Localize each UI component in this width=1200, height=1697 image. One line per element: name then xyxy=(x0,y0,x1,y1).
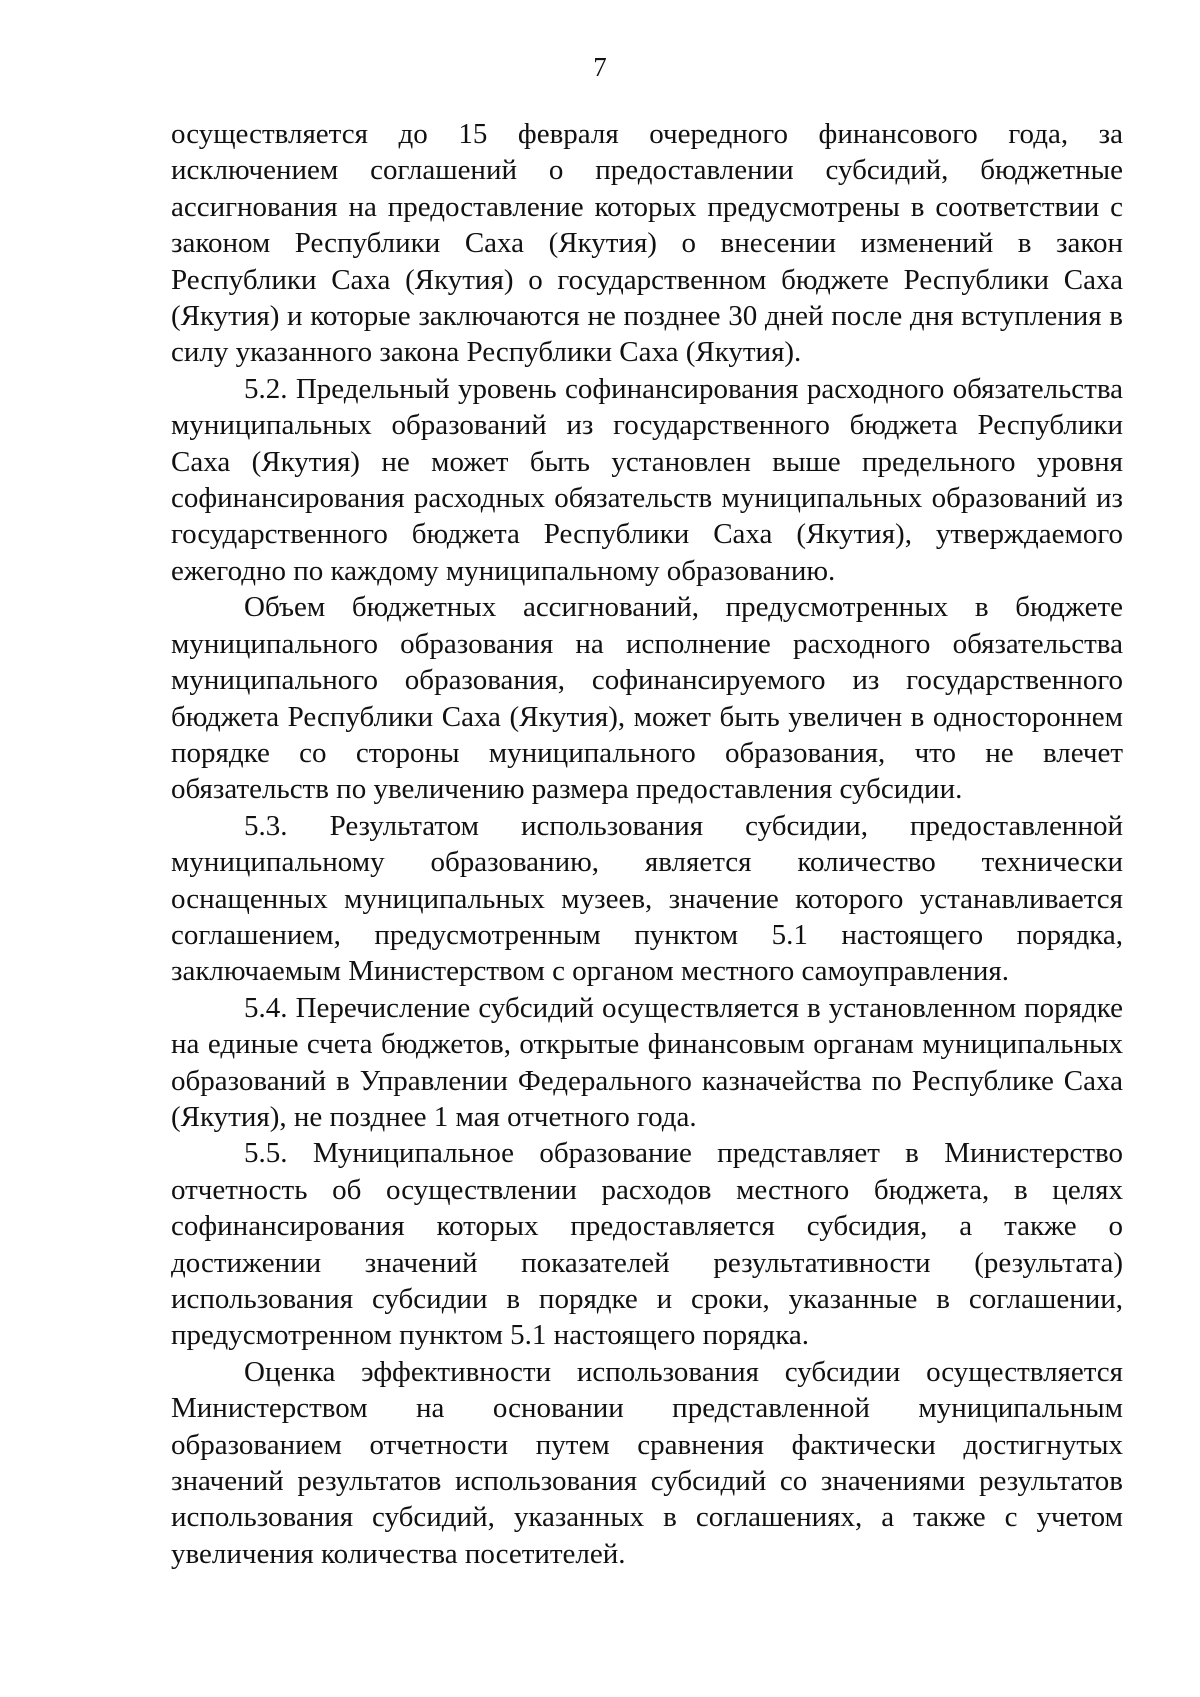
page-number: 7 xyxy=(593,52,607,82)
paragraph-effectiveness: Оценка эффективности использования субсидии осуществляется Министерством на основании представленной муниципальным образованием отчетности путем сравнения фактически достигнутых значений результатов использования субсидий со значениями результатов использования субсидий, указанных в соглашениях, а также с учетом увеличения количества посетителей. xyxy=(171,1355,1123,1570)
paragraph-budget-volume: Объем бюджетных ассигнований, предусмотренных в бюджете муниципального образования на исполнение расходного обязательства муниципального образования, софинансируемого из государственного бюджета Республики Саха (Якутия), может быть увеличен в одностороннем порядке со стороны муниципального образования, что не влечет обязательств по увеличению размера предоставления субсидии. xyxy=(171,591,1123,806)
paragraph-5-2: 5.2. Предельный уровень софинансирования расходного обязательства муниципальных образований из государственного бюджета Республики Саха (Якутия) не может быть установлен выше предельного уровня софинансирования расходных обязательств муниципальных образований из государственного бюджета Республики Саха (Якутия), утверждаемого ежегодно по каждому муниципальному образованию. xyxy=(171,372,1123,587)
paragraph-5-3: 5.3. Результатом использования субсидии, предоставленной муниципальному образованию, является количество технически оснащенных муниципальных музеев, значение которого устанавливается соглашением, предусмотренным пунктом 5.1 настоящего порядка, заключаемым Министерством с органом местного самоуправления. xyxy=(171,809,1123,988)
paragraph-5-5: 5.5. Муниципальное образование представляет в Министерство отчетность об осуществлении расходов местного бюджета, в целях софинансирования которых предоставляется субсидия, а также о достижении значений показателей результативности (результата) использования субсидии в порядке и сроки, указанные в соглашении, предусмотренном пунктом 5.1 настоящего порядка. xyxy=(171,1137,1123,1352)
paragraph-continuation: осуществляется до 15 февраля очередного финансового года, за исключением соглашений о предоставлении субсидий, бюджетные ассигнования на предоставление которых предусмотрены в соответствии с законом Республики Саха (Якутия) о внесении изменений в закон Республики Саха (Якутия) о государственном бюджете Республики Саха (Якутия) и которые заключаются не позднее 30 дней после дня вступления в силу указанного закона Республики Саха (Якутия). xyxy=(171,118,1123,369)
paragraph-5-4: 5.4. Перечисление субсидий осуществляется в установленном порядке на единые счета бюджетов, открытые финансовым органам муниципальных образований в Управлении Федерального казначейства по Республике Саха (Якутия), не позднее 1 мая отчетного года. xyxy=(171,991,1123,1133)
document-body xyxy=(171,116,1123,1572)
